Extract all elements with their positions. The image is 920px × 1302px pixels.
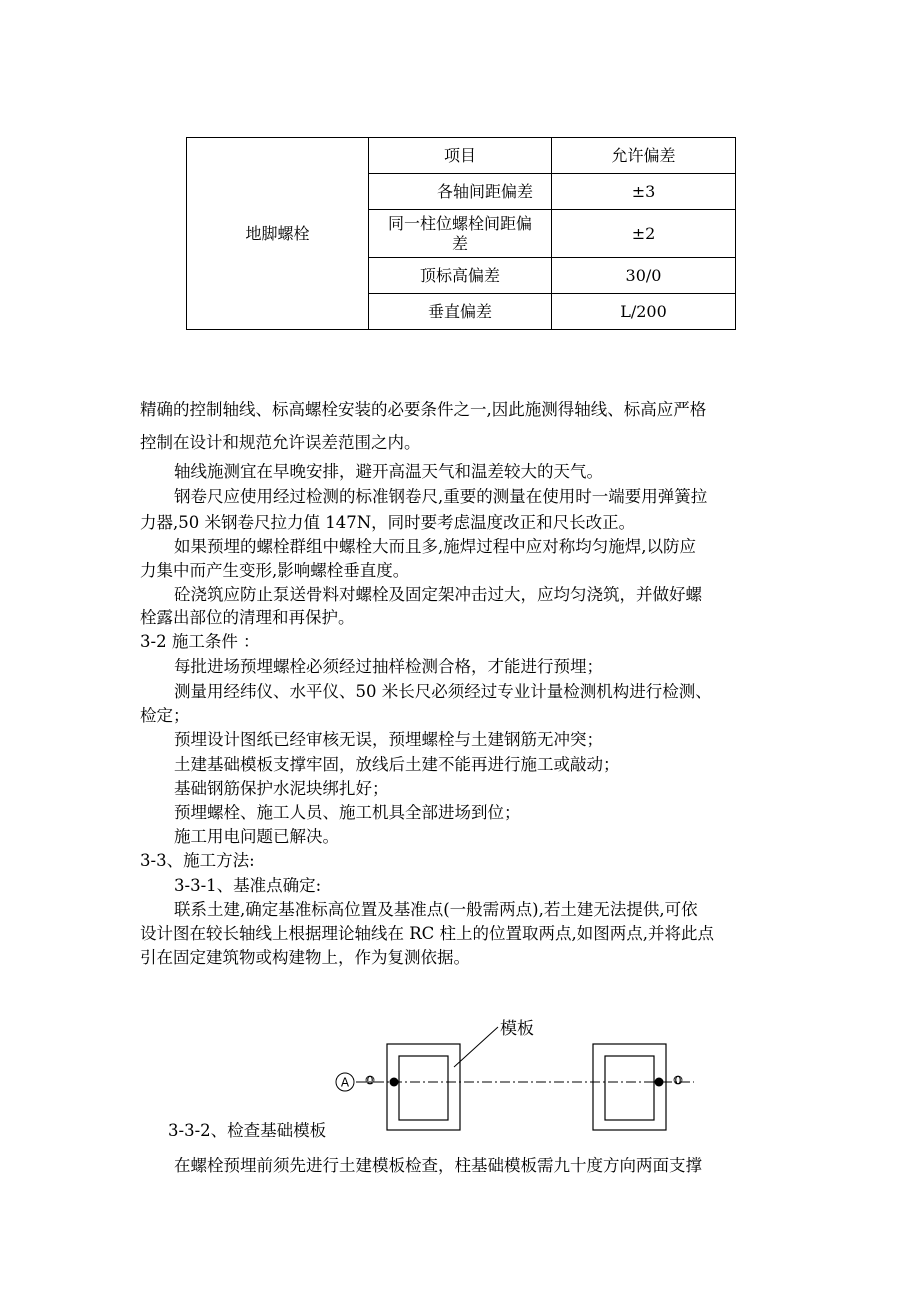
- paragraph-line: 设计图在较长轴线上根据理论轴线在 RC 柱上的位置取两点,如图两点,并将此点: [140, 924, 715, 943]
- header-tolerance-cell: 允许偏差: [552, 138, 736, 174]
- condition-line: 土建基础模板支撑牢固，放线后土建不能再进行施工或敲动；: [174, 755, 620, 774]
- paragraph-line: 轴线施测宜在早晚安排，避开高温天气和温差较大的天气。: [174, 462, 603, 481]
- paragraph-line: 力器,50 米钢卷尺拉力值 147N，同时要考虑温度改正和尺长改正。: [140, 513, 636, 532]
- paragraph-line: 钢卷尺应使用经过检测的标准钢卷尺,重要的测量在使用时一端要用弹簧拉: [174, 487, 708, 506]
- subsection-heading-3-3-1: 3-3-1、基准点确定:: [174, 876, 322, 895]
- formwork-outer-left: [387, 1044, 460, 1130]
- paragraph-line: 控制在设计和规范允许误差范围之内。: [140, 433, 421, 452]
- point-label-right: 0: [674, 1074, 682, 1087]
- row-item-cell: 各轴间距偏差: [369, 174, 552, 210]
- row-tolerance-cell: 30/0: [552, 258, 736, 294]
- row-item-cell: 顶标高偏差: [369, 258, 552, 294]
- formwork-inner-left: [399, 1056, 448, 1120]
- formwork-label: 模板: [500, 1019, 534, 1039]
- row-item-cell: 同一柱位螺栓间距偏差: [369, 210, 552, 258]
- formwork-outer-right: [593, 1044, 666, 1130]
- paragraph-line: 联系土建,确定基准标高位置及基准点(一般需两点),若土建无法提供,可依: [174, 900, 698, 919]
- leader-line: [454, 1027, 498, 1067]
- row-item-cell: 垂直偏差: [369, 294, 552, 330]
- row-tolerance-cell: ±3: [552, 174, 736, 210]
- paragraph-line: 如果预埋的螺栓群组中螺栓大而且多,施焊过程中应对称均匀施焊,以防应: [174, 537, 696, 556]
- group-label-cell: 地脚螺栓: [187, 138, 369, 330]
- formwork-baseline-diagram: [320, 1010, 720, 1140]
- row-tolerance-cell: L/200: [552, 294, 736, 330]
- axis-marker-label: A: [340, 1075, 350, 1090]
- paragraph-line: 砼浇筑应防止泵送骨料对螺栓及固定架冲击过大，应均匀浇筑，并做好螺: [174, 585, 702, 604]
- header-item-cell: 项目: [369, 138, 552, 174]
- point-label-left: 0: [366, 1074, 374, 1087]
- paragraph-line: 精确的控制轴线、标高螺栓安装的必要条件之一,因此施测得轴线、标高应严格: [140, 400, 707, 419]
- condition-line: 预埋螺栓、施工人员、施工机具全部进场到位；: [174, 803, 521, 822]
- row-tolerance-cell: ±2: [552, 210, 736, 258]
- section-heading-3-3: 3-3、施工方法:: [140, 851, 255, 870]
- subsection-heading-3-3-2: 3-3-2、检查基础模板: [168, 1121, 327, 1140]
- condition-line: 预埋设计图纸已经审核无误，预埋螺栓与土建钢筋无冲突；: [174, 730, 603, 749]
- section-heading-3-2: 3-2 施工条件 ：: [140, 632, 260, 651]
- condition-line: 测量用经纬仪、水平仪、50 米长尺必须经过专业计量检测机构进行检测、: [174, 682, 712, 701]
- reference-point-right: [655, 1078, 664, 1087]
- formwork-inner-right: [605, 1056, 654, 1120]
- condition-line: 每批进场预埋螺栓必须经过抽样检测合格，才能进行预埋；: [174, 657, 603, 676]
- paragraph-line: 引在固定建筑物或构建物上，作为复测依据。: [140, 948, 470, 967]
- anchor-bolt-tolerance-table: [186, 137, 736, 330]
- paragraph-line: 栓露出部位的清理和再保护。: [140, 608, 355, 627]
- condition-line: 施工用电问题已解决。: [174, 827, 339, 846]
- paragraph-line: 力集中而产生变形,影响螺栓垂直度。: [140, 561, 410, 580]
- condition-line: 基础钢筋保护水泥块绑扎好；: [174, 779, 389, 798]
- reference-point-left: [390, 1078, 399, 1087]
- condition-line: 检定；: [140, 706, 190, 725]
- paragraph-line: 在螺栓预埋前须先进行土建模板检查，柱基础模板需九十度方向两面支撑: [174, 1156, 702, 1175]
